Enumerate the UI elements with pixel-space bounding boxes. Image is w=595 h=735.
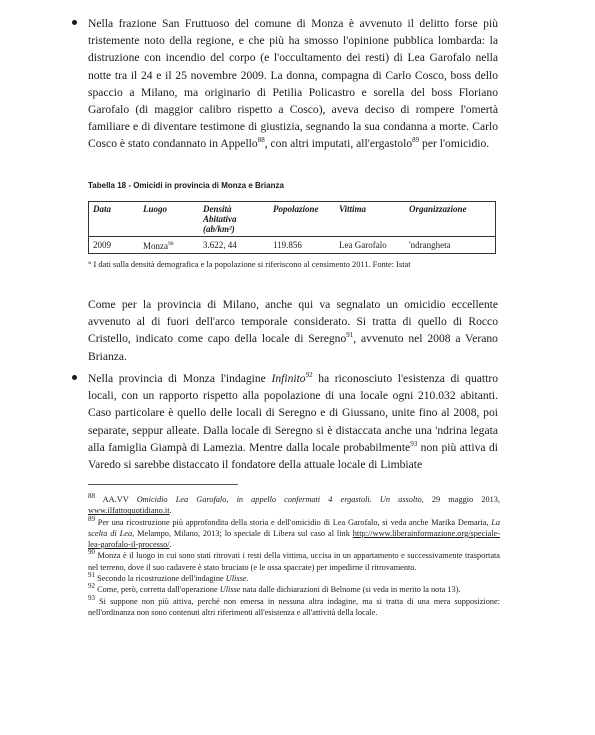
- bullet-icon: [72, 20, 77, 25]
- cell-densita: 3.622, 44: [199, 237, 269, 254]
- footnote-89: $^{89}$ Per una ricostruzione più approfondita della storia e dell'omicidio di Lea Garofalo, si veda anche Marika Demaria, La scelta di Lea, Melampo, Milano, 2013; lo speciale di Libera sul caso al link http://www.liberainformazione.org/speciale-lea-garofalo-il-processo/.: [88, 514, 501, 550]
- table-header-row: [89, 202, 496, 237]
- cell-luogo: Monza$^{90}$: [139, 237, 199, 254]
- footnote-92: $^{92}$ Come, però, corretta dall'operazione Ulisse nata dalle dichiarazioni di Belnome (si veda in merito la nota 13).: [88, 582, 461, 595]
- paragraph-cristello: [88, 296, 498, 365]
- link-ilfattoquotidiano[interactable]: www.ilfattoquotidiano.it: [88, 506, 170, 516]
- header-vittima: Vittima: [335, 202, 405, 237]
- bullet-paragraph-infinito: [88, 370, 498, 473]
- cell-vittima: Lea Garofalo: [335, 237, 405, 254]
- footnote-ref-92[interactable]: 92: [305, 371, 313, 380]
- cell-data: 2009: [89, 237, 140, 254]
- bullet-icon: [72, 375, 77, 380]
- footnote-90: $^{90}$ Monza è il luogo in cui sono stati ritrovati i resti della vittima, uccisa in un appartamento e successivamente trasportata nel terreno, dove il suo cadavere è stato bruciato (e le ossa spaccate) per impedirne il ritrovamento.: [88, 548, 500, 572]
- table-title: Tabella 18 - Omicidi in provincia di Monza e Brianza: [88, 181, 284, 190]
- paragraph-text: Come per la provincia di Milano, anche qui va segnalato un omicidio eccellente avvenuto al di fuori dell'arco temporale considerato. Si tratta di quello di Rocco Cristello, indicato come capo della locale di Seregno$^{91}$, avvenuto nel 2008 a Verano Brianza.: [88, 298, 498, 363]
- footnote-91: $^{91}$ Secondo la ricostruzione dell'indagine Ulisse.: [88, 571, 249, 584]
- paragraph-text: Nella provincia di Monza l'indagine Infinito$^{92}$ ha riconosciuto l'esistenza di quattro locali, con un rapporto rispetto alla popolazione di una locale ogni 210.032 abitanti. Caso particolare è quello delle locali di Seregno e di Giussano, unite fino al 2008, poi separate, seppur alleate. Dalla locale di Seregno si è distaccata anche una 'ndrina legata alla famiglia Giampà di Lamezia. Mentre dalla locale probabilmente$^{93}$ non più attiva di Varedo si sarebbe distaccato il fondatore della attuale locale di Limbiate: [88, 371, 499, 472]
- header-luogo: Luogo: [139, 202, 199, 237]
- header-organizzazione: Organizzazione: [405, 202, 496, 237]
- footnote-88: $^{88}$ AA.VV Omicidio Lea Garofalo, in appello confermati 4 ergastoli. Un assolto, 29 maggio 2013, www.ilfattoquotidiano.it.: [88, 492, 500, 516]
- link-liberainformazione[interactable]: http://www.liberainformazione.org/speciale-lea-garofalo-il-processo/: [88, 528, 501, 550]
- cell-popolazione: 119.856: [269, 237, 335, 254]
- header-popolazione: Popolazione: [269, 202, 335, 237]
- cell-organizzazione: 'ndrangheta: [405, 237, 496, 254]
- header-densita: Densità Abitativa (ab/km²): [199, 202, 269, 237]
- homicides-table: [88, 201, 496, 254]
- footnote-93: $^{93}$ Si suppone non più attiva, perché non emersa in nessuna altra indagine, ma si tratta di una mera supposizione: nell'ordinanza non sono contenuti altri riferimenti all'esistenza e all'attività della locale.: [88, 593, 500, 617]
- table-row: [89, 237, 496, 254]
- footnote-ref-93[interactable]: 93: [410, 439, 418, 448]
- footnotes: [88, 494, 500, 618]
- footnote-ref-88[interactable]: 88: [257, 136, 265, 145]
- bullet-paragraph-garofalo: [88, 15, 498, 153]
- header-data: Data: [89, 202, 140, 237]
- footnote-ref-89[interactable]: 89: [412, 136, 420, 145]
- footnote-ref-91[interactable]: 91: [346, 331, 354, 340]
- table-note: ° I dati sulla densità demografica e la popolazione si riferiscono al censimento 2011. Fonte: Istat: [88, 260, 411, 269]
- paragraph-text: Nella frazione San Fruttuoso del comune di Monza è avvenuto il delitto forse più tristemente noto della regione, e che più ha smosso l'opinione pubblica lombarda: la distruzione con incendio del corpo (e l'occultamento dei resti) di Lea Garofalo nella notte tra il 24 e il 25 novembre 2009. La donna, compagna di Carlo Cosco, boss dello spaccio a Milano, ma originario di Petilia Policastro e sorella del boss Floriano Garofalo (di maggior calibro rispetto a Cosco), aveva deciso di rompere l'omertà familiare e di diventare testimone di giustizia, segnando la sua condanna a morte. Carlo Cosco è stato condannato in Appello$^{88}$, con altri imputati, all'ergastolo$^{89}$ per l'omicidio.: [88, 17, 498, 151]
- footnote-ref-90[interactable]: 90: [168, 241, 174, 247]
- footnote-divider: [88, 484, 238, 485]
